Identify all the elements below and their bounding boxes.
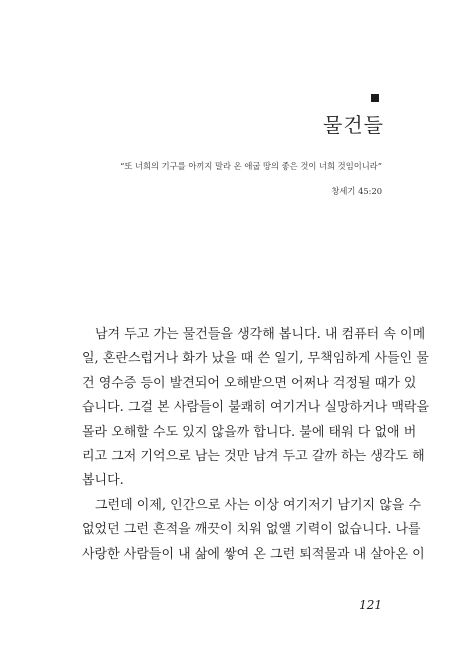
body-line: 사랑한 사람들이 내 삶에 쌓여 온 그런 퇴적물과 내 살아온 이 bbox=[82, 546, 425, 562]
chapter-title: 물건들 bbox=[323, 113, 384, 137]
chapter-square-mark bbox=[371, 94, 379, 102]
body-text bbox=[82, 323, 430, 567]
body-line: 남겨 두고 가는 물건들을 생각해 봅니다. 내 컴퓨터 속 이메 bbox=[95, 327, 426, 342]
body-line: 습니다. 그걸 본 사람들이 불쾌히 여기거나 실망하거나 맥락을 bbox=[82, 400, 430, 416]
body-line: 봅니다. bbox=[82, 473, 124, 489]
page-number: 121 bbox=[359, 598, 382, 612]
body-line: 건 영수증 등이 발견되어 오해받으면 어쩌나 걱정될 때가 있 bbox=[82, 375, 417, 391]
body-line: 일, 혼란스럽거나 화가 났을 때 쓴 일기, 무책임하게 사들인 물 bbox=[82, 351, 429, 367]
epigraph-quote: “또 너희의 기구를 아끼지 말라 온 애굽 땅의 좋은 것이 너희 것임이니라” bbox=[120, 161, 382, 171]
body-line: 몰라 오해할 수도 있지 않을까 합니다. 불에 태워 다 없애 버 bbox=[82, 424, 417, 440]
body-line: 그런데 이제, 인간으로 사는 이상 여기저기 남기지 않을 수 bbox=[95, 497, 422, 513]
body-line: 없었던 그런 흔적을 깨끗이 치워 없앨 기력이 없습니다. 나를 bbox=[82, 522, 421, 538]
epigraph-source: 창세기 45:20 bbox=[331, 186, 382, 196]
body-line: 리고 그저 기억으로 남는 것만 남겨 두고 갈까 하는 생각도 해 bbox=[82, 448, 425, 464]
